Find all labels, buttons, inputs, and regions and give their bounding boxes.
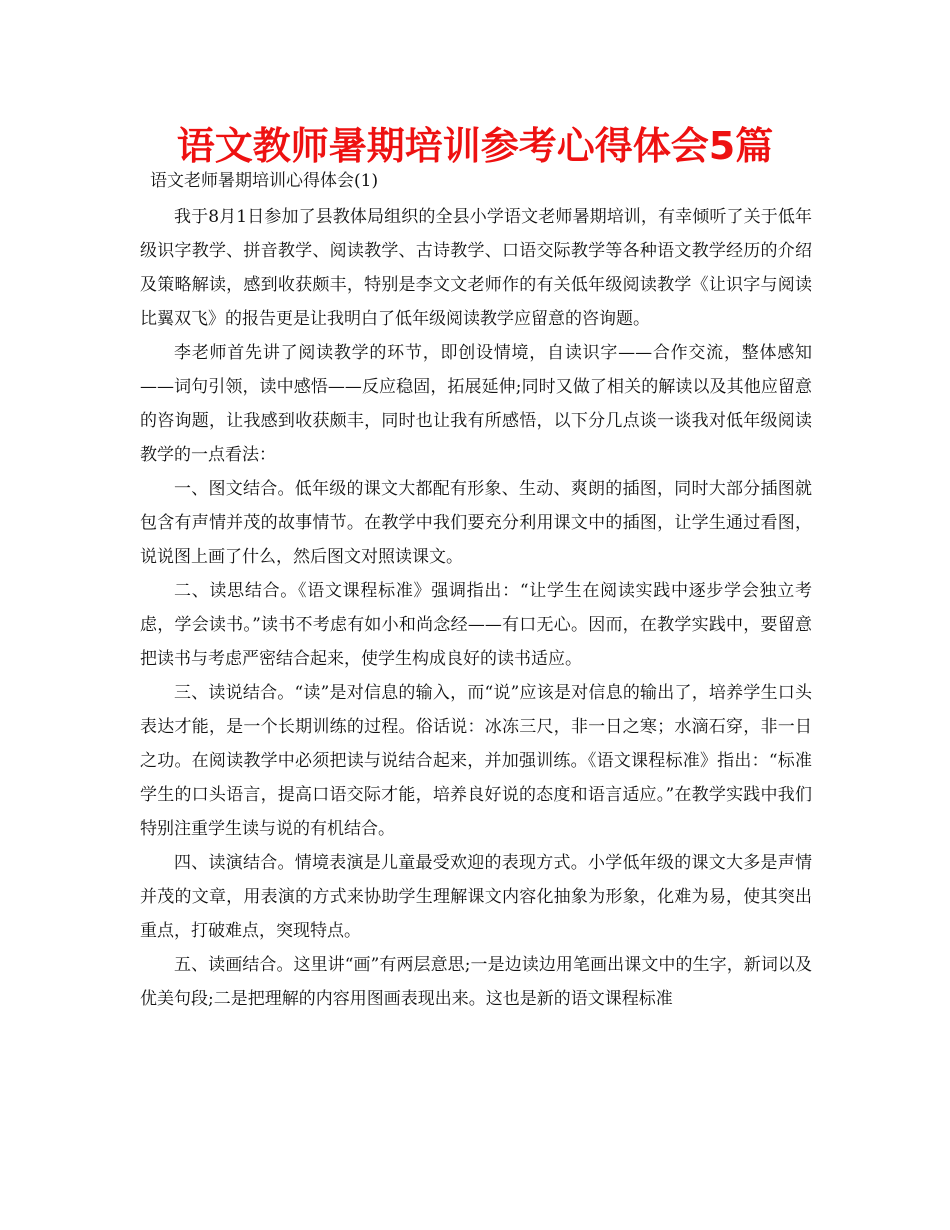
paragraph-2: 李老师首先讲了阅读教学的环节，即创设情境，自读识字——合作交流，整体感知——词句引领，读中感悟——反应稳固，拓展延伸;同时又做了相关的解读以及其他应留意的咨询题，让我感到收获颇丰，同时也让我有所感悟，以下分几点谈一谈我对低年级阅读教学的一点看法： [140,343,812,465]
paragraph-4: 二、读思结合。《语文课程标准》强调指出：“让学生在阅读实践中逐步学会独立考虑，学会读书。”读书不考虑有如小和尚念经——有口无心。因而，在教学实践中，要留意把读书与考虑严密结合起来，使学生构成良好的读书适应。 [140,581,812,669]
paragraph-7: 五、读画结合。这里讲“画”有两层意思;一是边读边用笔画出课文中的生字，新词以及优美句段;二是把理解的内容用图画表现出来。这也是新的语文课程标准 [140,955,812,1009]
paragraph-3: 一、图文结合。低年级的课文大都配有形象、生动、爽朗的插图，同时大部分插图就包含有声情并茂的故事情节。在教学中我们要充分利用课文中的插图，让学生通过看图，说说图上画了什么，然后图文对照读课文。 [140,479,812,567]
document-title: 语文教师暑期培训参考心得体会5篇 [176,124,774,168]
document-body [140,200,812,1016]
paragraph-6: 四、读演结合。情境表演是儿童最受欢迎的表现方式。小学低年级的课文大多是声情并茂的文章，用表演的方式来协助学生理解课文内容化抽象为形象，化难为易，使其突出重点，打破难点，突现特点。 [140,853,812,941]
paragraph-5: 三、读说结合。“读”是对信息的输入，而“说”应该是对信息的输出了，培养学生口头表达才能，是一个长期训练的过程。俗话说：冰冻三尺，非一日之寒；水滴石穿，非一日之功。在阅读教学中必须把读与说结合起来，并加强训练。《语文课程标准》指出：“标准学生的口头语言，提高口语交际才能，培养良好说的态度和语言适应。”在教学实践中我们特别注重学生读与说的有机结合。 [140,683,812,839]
paragraph-1: 我于8月1日参加了县教体局组织的全县小学语文老师暑期培训，有幸倾听了关于低年级识字教学、拼音教学、阅读教学、古诗教学、口语交际教学等各种语文教学经历的介绍及策略解读，感到收获颇丰，特别是李文文老师作的有关低年级阅读教学《让识字与阅读比翼双飞》的报告更是让我明白了低年级阅读教学应留意的咨询题。 [140,207,812,329]
document-subtitle: 语文老师暑期培训心得体会(1) [150,171,379,191]
